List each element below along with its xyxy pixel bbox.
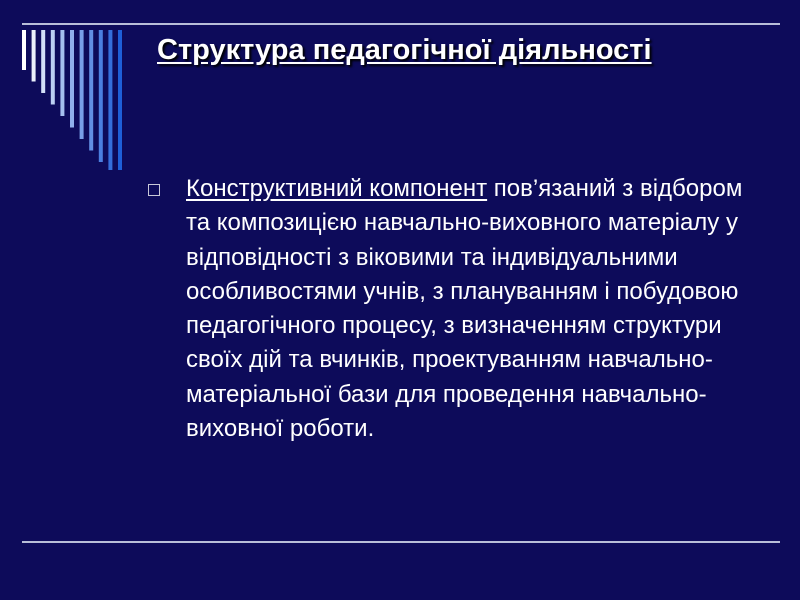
slide-title: Структура педагогічної діяльності xyxy=(157,34,652,66)
decor-bar xyxy=(99,30,103,162)
decor-bar xyxy=(32,30,36,82)
top-divider xyxy=(22,23,780,25)
bullet-text xyxy=(186,172,756,446)
decor-bar xyxy=(70,30,74,128)
decorative-bars xyxy=(0,0,140,170)
bullet-body: пов’язаний з відбором та композицією навчально-виховного матеріалу у відповідності з віковими та індивідуальними особливостями учнів, з плануванням і побудовою педагогічного процесу, з визначенням структури своїх дій та вчинків, проектуванням навчально-матеріальної бази для проведення навчально-виховної роботи. xyxy=(186,175,743,443)
decor-bar xyxy=(108,30,112,170)
decor-bar xyxy=(51,30,55,105)
decor-bar xyxy=(22,30,26,70)
bottom-divider xyxy=(22,541,780,543)
square-bullet-icon xyxy=(148,184,160,196)
decor-bar xyxy=(118,30,122,170)
bullet-term: Конструктивний компонент xyxy=(186,175,488,202)
decor-bar xyxy=(80,30,84,139)
decor-bar xyxy=(60,30,64,116)
decor-bar xyxy=(89,30,93,151)
decor-bar xyxy=(41,30,45,93)
